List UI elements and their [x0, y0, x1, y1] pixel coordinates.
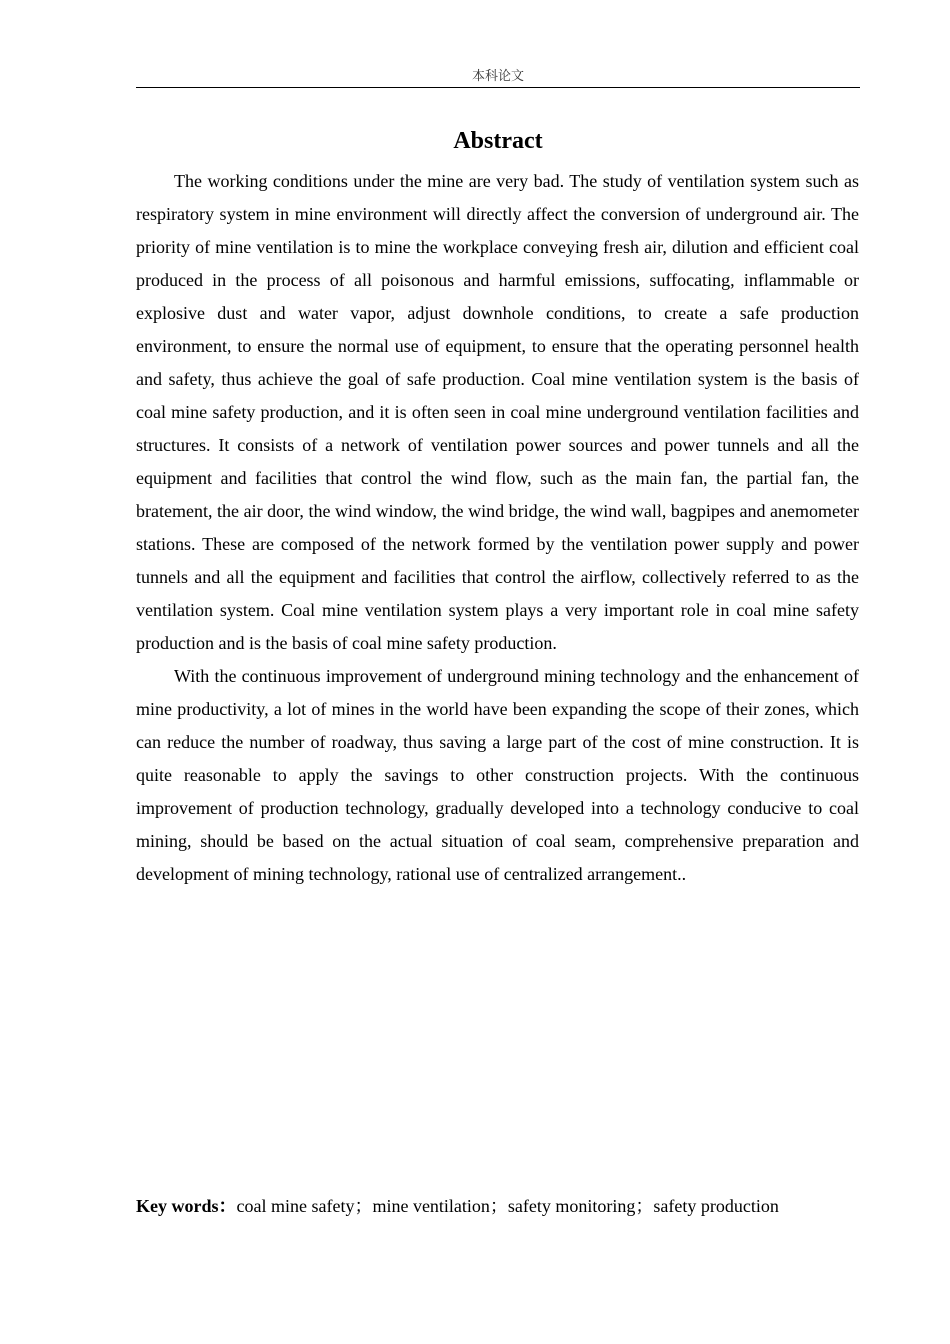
keywords-label: Key words：	[136, 1196, 237, 1216]
abstract-paragraph-1: The working conditions under the mine are very bad. The study of ventilation system such as respiratory system in mine environment will directly affect the conversion of underground air. The priority of mine ventilation is to mine the workplace conveying fresh air, dilution and efficient coal produced in the process of all poisonous and harmful emissions, suffocating, inflammable or explosive dust and water vapor, adjust downhole conditions, to create a safe production environment, to ensure the normal use of equipment, to ensure that the operating personnel health and safety, thus achieve the goal of safe production. Coal mine ventilation system is the basis of coal mine safety production, and it is often seen in coal mine underground ventilation facilities and structures. It consists of a network of ventilation power sources and power tunnels and all the equipment and facilities that control the wind flow, such as the main fan, the partial fan, the bratement, the air door, the wind window, the wind bridge, the wind wall, bagpipes and anemometer stations. These are composed of the network formed by the ventilation power supply and power tunnels and all the equipment and facilities that control the airflow, collectively referred to as the ventilation system. Coal mine ventilation system plays a very important role in coal mine safety production and is the basis of coal mine safety production.	[136, 171, 859, 653]
page-header	[136, 67, 860, 88]
abstract-paragraph-2: With the continuous improvement of underground mining technology and the enhancement of mine productivity, a lot of mines in the world have been expanding the scope of their zones, which can reduce the number of roadway, thus saving a large part of the cost of mine construction. It is quite reasonable to apply the savings to other construction projects. With the continuous improvement of production technology, gradually developed into a technology conducive to coal mining, should be based on the actual situation of coal seam, comprehensive preparation and development of mining technology, rational use of centralized arrangement..	[136, 666, 859, 884]
abstract-title: Abstract	[453, 128, 543, 154]
keywords-text: coal mine safety；mine ventilation；safety monitoring；safety production	[236, 1196, 779, 1216]
keywords-line	[136, 1192, 860, 1220]
header-text: 本科论文	[471, 69, 524, 84]
abstract-body	[136, 165, 859, 891]
